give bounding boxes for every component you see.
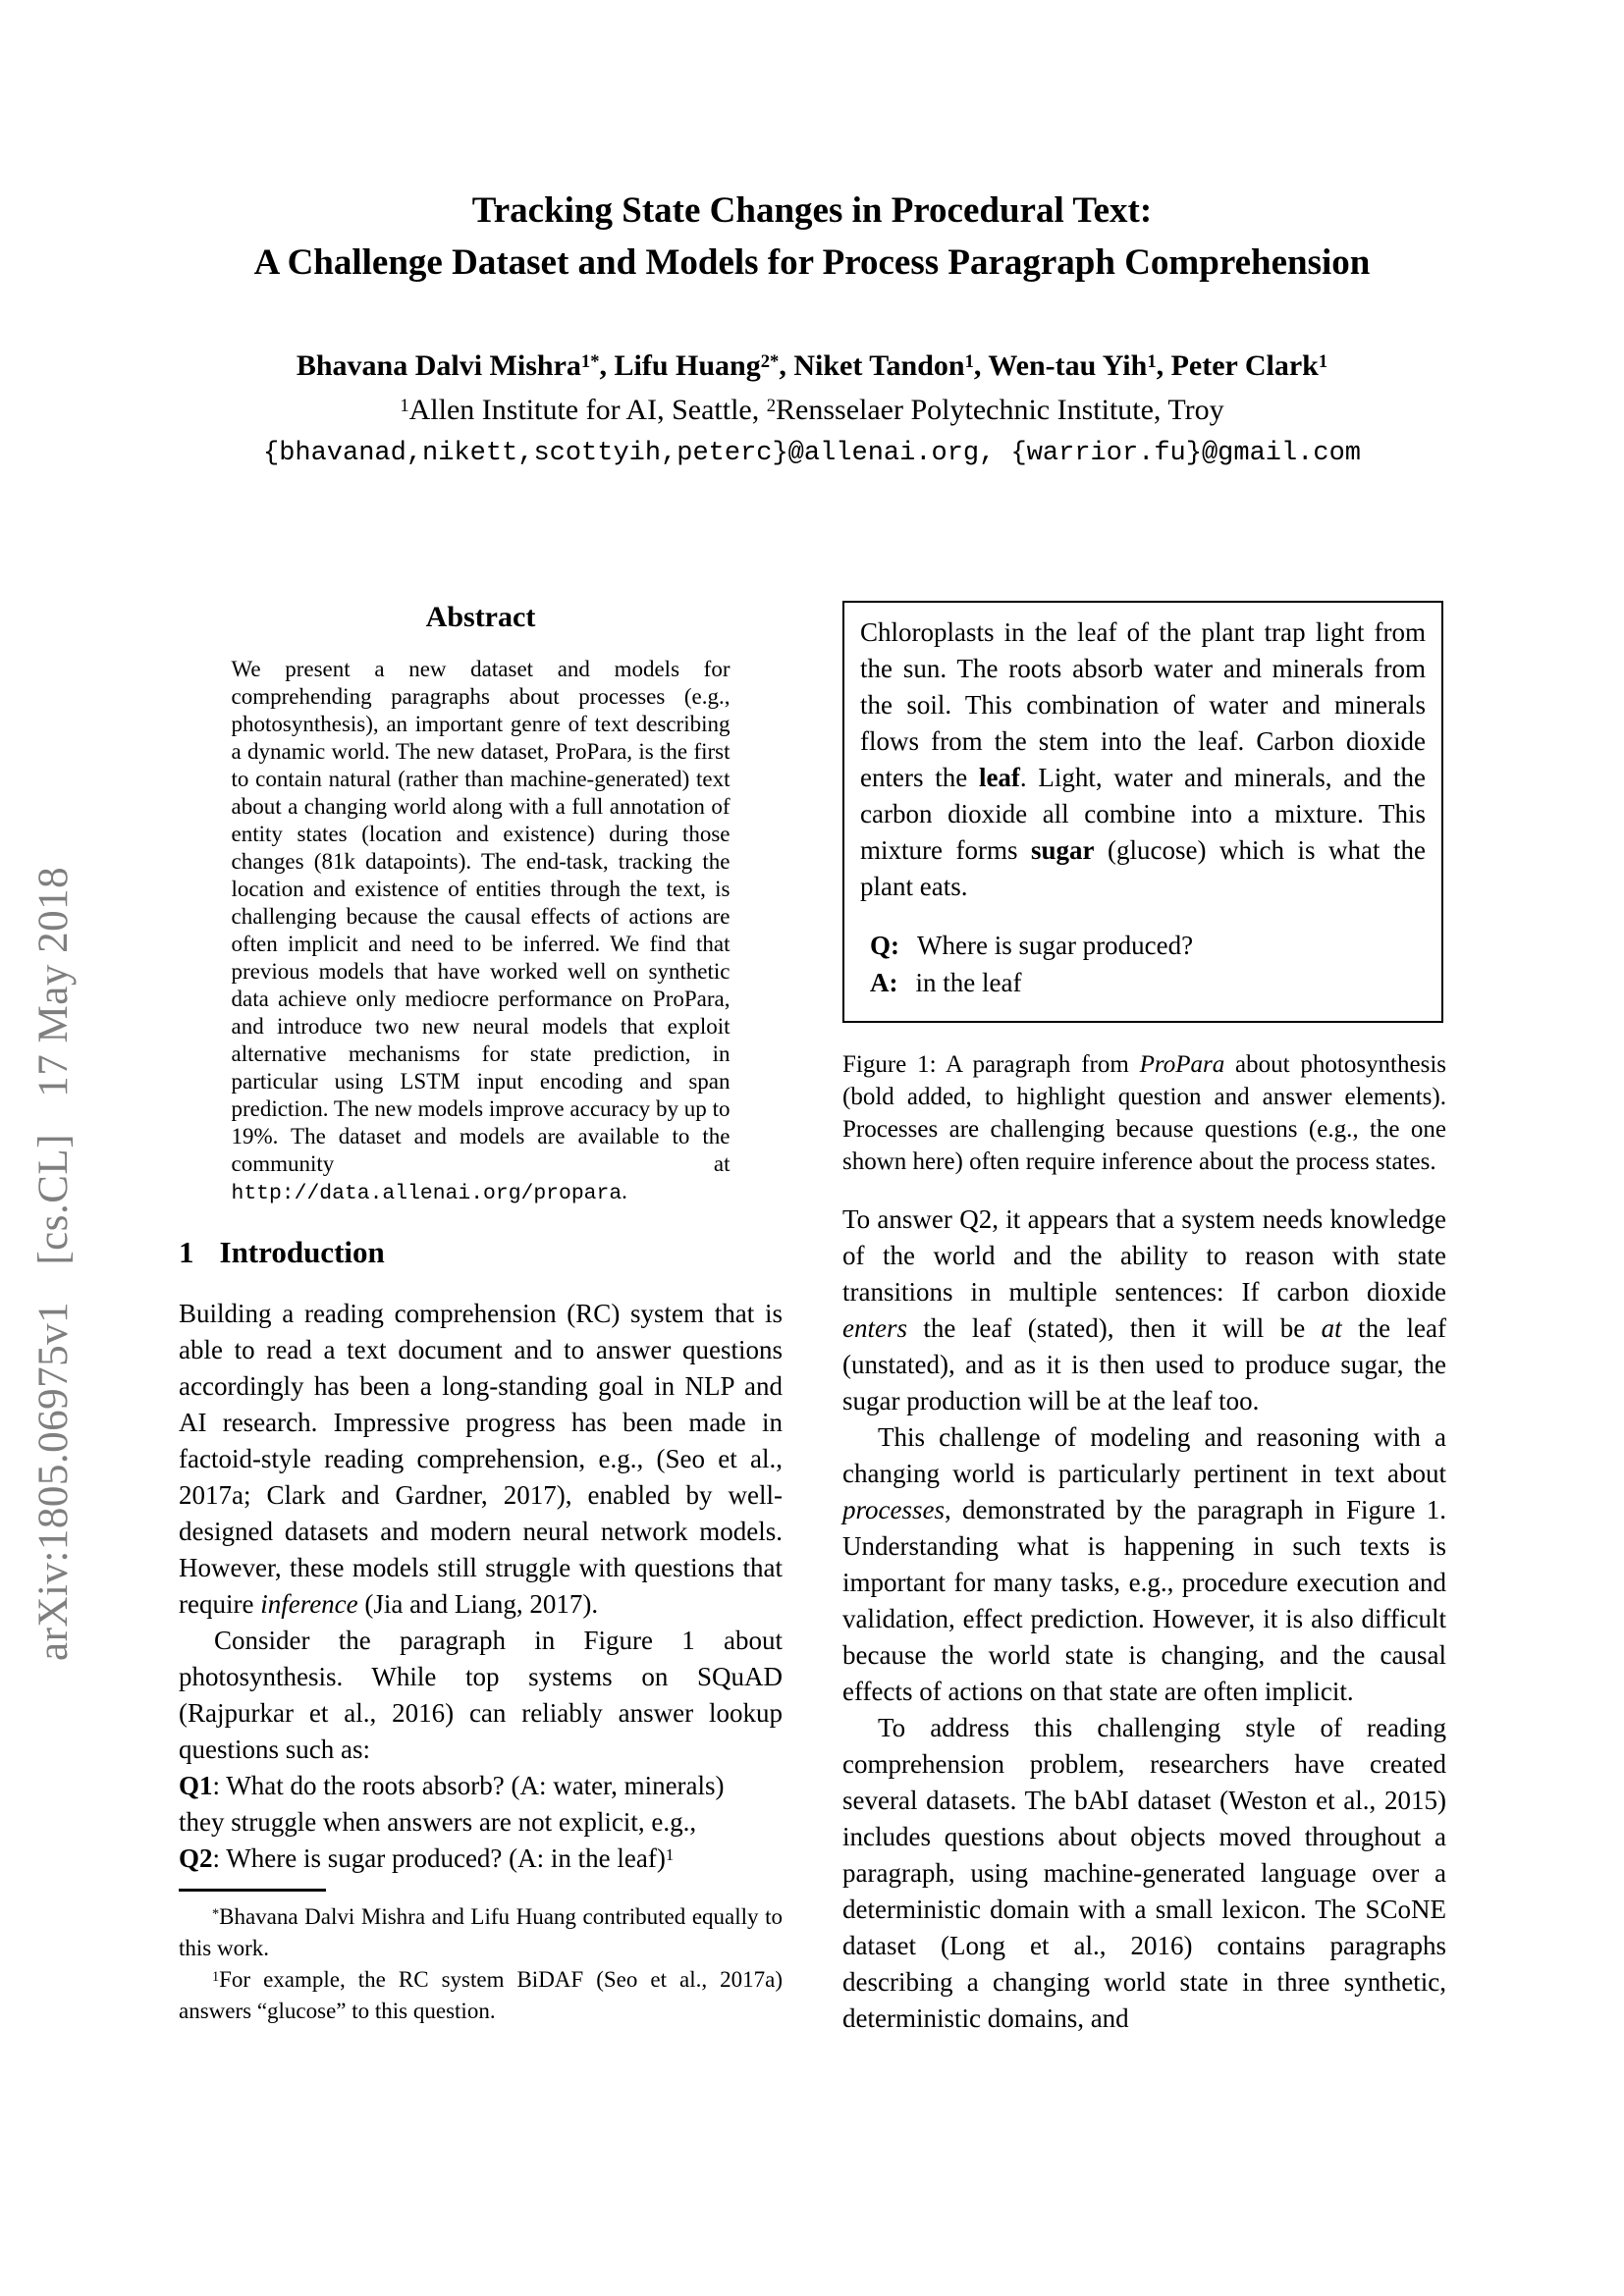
abstract-text: We present a new dataset and models for comprehending paragraphs about processes (e.g., photosynthesis), an important genre of text describing a dynamic world. The new dataset, ProPara, is the first to contain natural (rather than machine-generated) text about a changing world along with a full annotation of entity states (location and existence) during those changes (81k datapoints). The end-task, tracking the location and existence of entities through the text, is challenging because the causal effects of actions are often implicit and need to be inferred. We find that previous models that have worked well on synthetic data achieve only mediocre performance on ProPara, and introduce two new neural models that exploit alternative mechanisms for state prediction, in particular using LSTM input encoding and span prediction. The new models improve accuracy by up to 19%. The dataset and models are available to the community at http://data.allenai.org/propara. [231, 657, 731, 1205]
affiliation-line: $^1$Allen Institute for AI, Seattle, $^2$Rensselaer Polytechnic Institute, Troy [400, 394, 1224, 426]
footnote-divider [179, 1889, 326, 1892]
paper-title [0, 185, 1624, 289]
paper-title-line-2: A Challenge Dataset and Models for Process Paragraph Comprehension [253, 242, 1371, 283]
section-title: Introduction [219, 1235, 385, 1269]
arxiv-watermark [29, 867, 78, 1661]
q1-line: Q1: What do the roots absorb? (A: water, minerals) [179, 1771, 725, 1800]
intro-paragraph-2: Consider the paragraph in Figure 1 about photosynthesis. While top systems on SQuAD (Rajpurkar et al., 2016) can reliably answer lookup questions such as: [179, 1626, 783, 1764]
intro-paragraph-1: Building a reading comprehension (RC) system that is able to read a text document and to answer questions accordingly has been a long-standing goal in NLP and AI research. Impressive progress has been made in factoid-style reading comprehension, e.g., (Seo et al., 2017a; Clark and Gardner, 2017), enabled by well-designed datasets and modern neural network models. However, these models still struggle with questions that require inference (Jia and Liang, 2017). [179, 1299, 783, 1619]
arxiv-date: 17 May 2018 [30, 866, 77, 1097]
question-text: Where is sugar produced? [917, 931, 1194, 960]
paper-header [0, 185, 1624, 471]
right-column [842, 601, 1446, 2037]
body-paragraph-q2-reasoning: To answer Q2, it appears that a system needs knowledge of the world and the ability to reason with state transitions in multiple sentences: If carbon dioxide enters the leaf (stated), then it will be at the leaf (unstated), and as it is then used to produce sugar, the sugar production will be at the leaf too. [842, 1204, 1446, 1415]
body-paragraph-processes-challenge: This challenge of modeling and reasoning with a changing world is particularly pertinent in text about processes, demonstrated by the paragraph in Figure 1. Understanding what is happening in such texts is important for many tasks, e.g., procedure execution and validation, effect prediction. However, it is also difficult because the world state is changing, and the causal effects of actions on that state are often implicit. [842, 1422, 1446, 1706]
answer-text: in the leaf [915, 968, 1022, 997]
q2-line: Q2: Where is sugar produced? (A: in the leaf)$^1$ [179, 1843, 675, 1873]
arxiv-category: [cs.CL] [30, 1133, 77, 1265]
figure1-qa-block [860, 927, 1426, 1001]
left-column [179, 601, 783, 2027]
propara-url-link[interactable]: http://data.allenai.org/propara [231, 1182, 623, 1205]
figure1-answer-line [870, 964, 1426, 1001]
arxiv-id: arXiv:1805.06975v1 [30, 1301, 77, 1661]
answer-label: A: [870, 968, 898, 997]
figure1-box [842, 601, 1443, 1023]
footnote-bidaf: $^1$For example, the RC system BiDAF (Seo et al., 2017a) answers “glucose” to this question. [179, 1967, 783, 2023]
body-paragraph-datasets: To address this challenging style of reading comprehension problem, researchers have created several datasets. The bAbI dataset (Weston et al., 2015) includes questions about objects moved throughout a paragraph, using machine-generated language over a deterministic domain with a small lexicon. The SCoNE dataset (Long et al., 2016) contains paragraphs describing a changing world state in three synthetic, deterministic domains, and [842, 1713, 1446, 2033]
figure1-caption: Figure 1: A paragraph from ProPara about photosynthesis (bold added, to highlight question and answer elements). Processes are challenging because questions (e.g., the one shown here) often require inference about the process states. [842, 1051, 1446, 1175]
section-number: 1 [179, 1235, 194, 1269]
footnote-equal-contribution: *Bhavana Dalvi Mishra and Lifu Huang contributed equally to this work. [179, 1904, 783, 1960]
email-line: {bhavanad,nikett,scottyih,peterc}@allenai.org, {warrior.fu}@gmail.com [263, 439, 1361, 468]
figure1-question-line [870, 927, 1426, 964]
q1-continuation-line: they struggle when answers are not explicit, e.g., [179, 1807, 697, 1837]
abstract-heading: Abstract [425, 601, 536, 633]
section-heading-introduction [179, 1233, 783, 1272]
footnote-block [179, 1889, 783, 2027]
question-label: Q: [870, 931, 899, 960]
paper-title-line-1: Tracking State Changes in Procedural Text: [471, 190, 1153, 231]
author-line: Bhavana Dalvi Mishra$^{1*}$, Lifu Huang$^{2*}$, Niket Tandon$^1$, Wen-tau Yih$^1$, Peter Clark$^1$ [296, 349, 1328, 382]
figure1-paragraph: Chloroplasts in the leaf of the plant trap light from the sun. The roots absorb water and minerals from the soil. This combination of water and minerals flows from the stem into the leaf. Carbon dioxide enters the leaf. Light, water and minerals, and the carbon dioxide all combine into a mixture. This mixture forms sugar (glucose) which is what the plant eats. [860, 617, 1426, 901]
abstract-section [179, 601, 783, 1207]
